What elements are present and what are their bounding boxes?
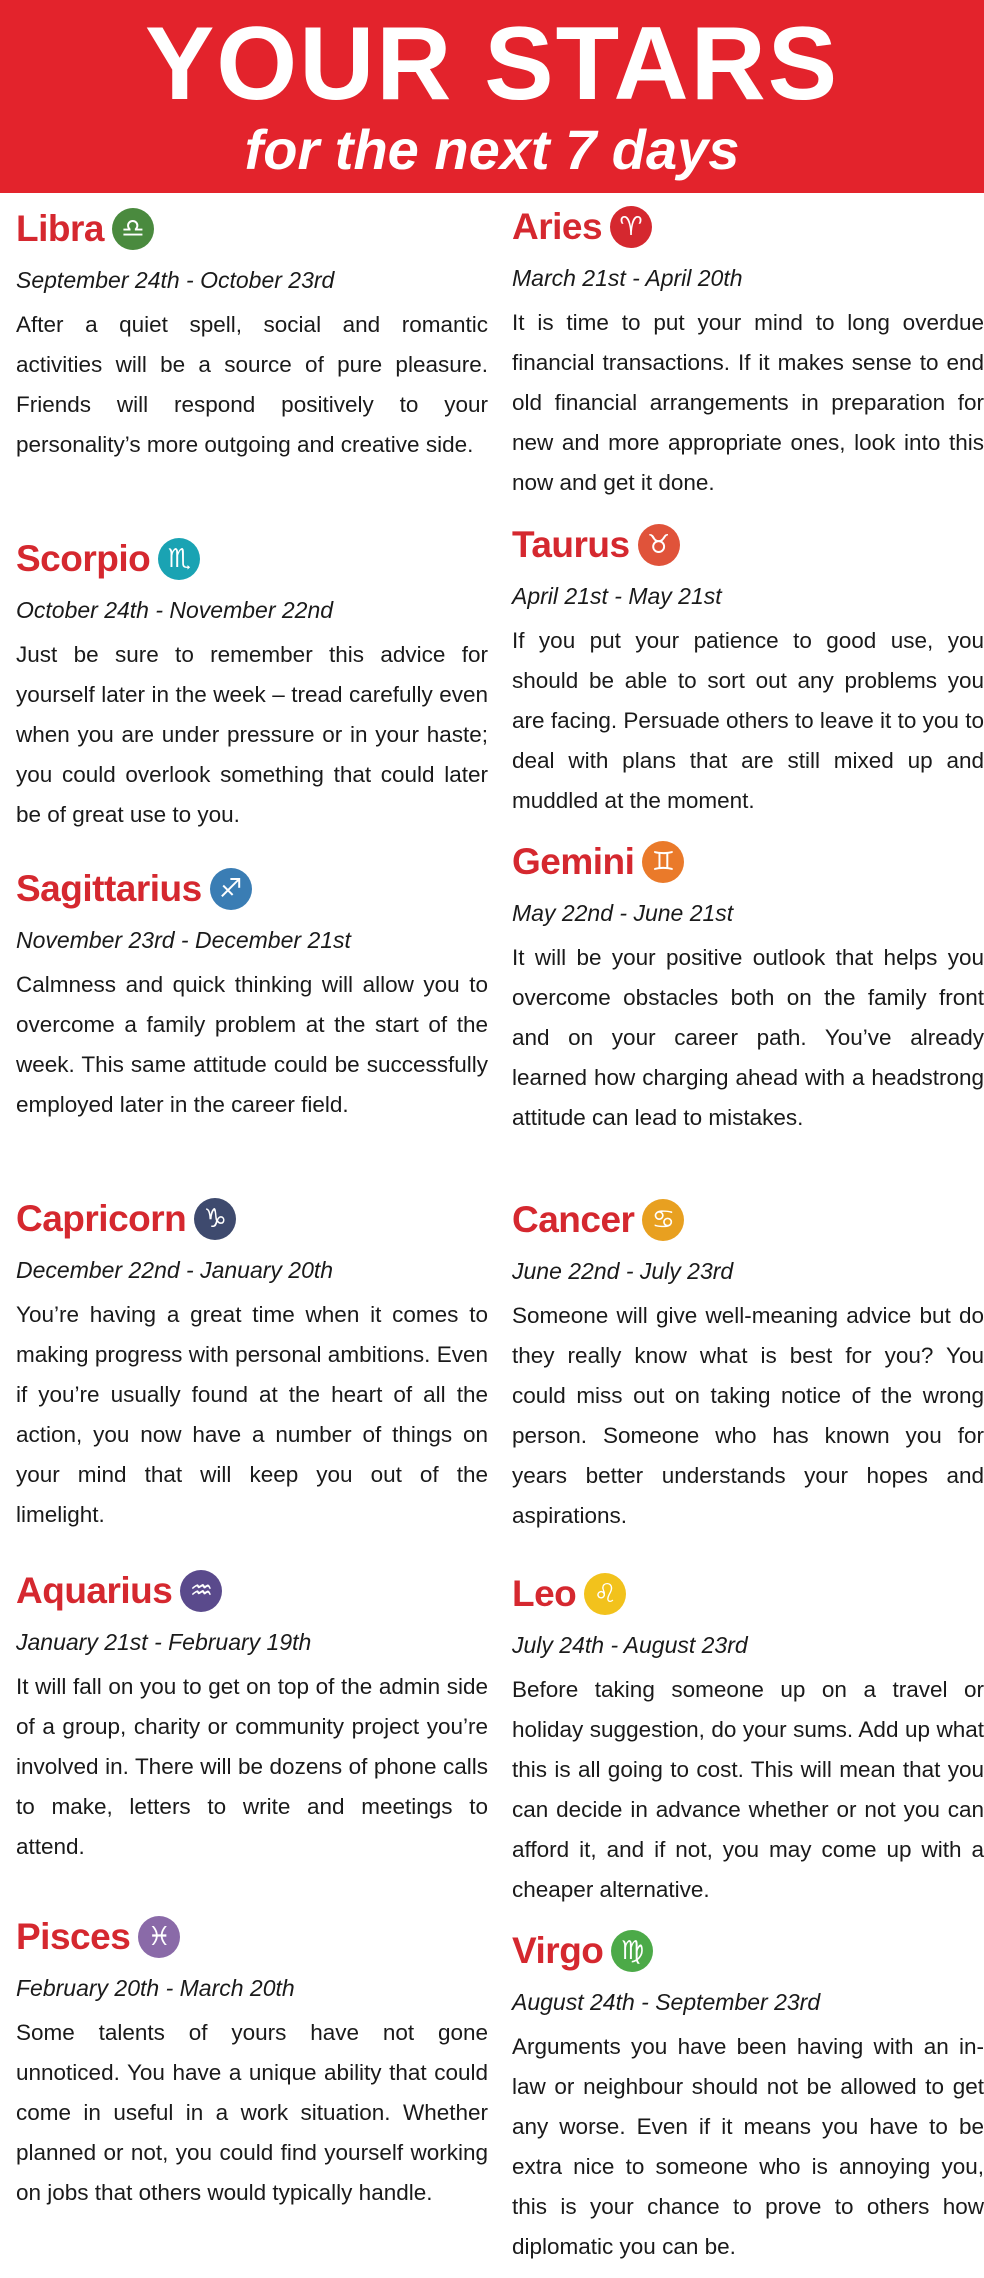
- sign-dates: August 24th - September 23rd: [512, 1989, 821, 2015]
- horoscope-scorpio: [16, 533, 488, 835]
- sign-name: Sagittarius: [16, 868, 202, 909]
- sign-name: Aquarius: [16, 1570, 173, 1611]
- horoscope-pisces: [16, 1911, 488, 2213]
- sign-name: Capricorn: [16, 1198, 187, 1239]
- sign-forecast: After a quiet spell, social and romantic activities will be a source of pure pleasure. Friends will respond positively to your personality’s more outgoing and creative side.: [16, 312, 488, 457]
- sign-dates: March 21st - April 20th: [512, 265, 743, 291]
- sign-forecast: It will fall on you to get on top of the admin side of a group, charity or community project you’re involved in. There will be dozens of phone calls to make, letters to write and meetings to attend.: [16, 1674, 488, 1859]
- horoscope-aries: [512, 201, 984, 503]
- sagittarius-icon: ♐: [210, 868, 252, 910]
- scorpio-icon: ♏: [158, 538, 200, 580]
- sign-forecast: Some talents of yours have not gone unnoticed. You have a unique ability that could come in useful in a work situation. Whether planned or not, you could find yourself working on jobs that others would typically handle.: [16, 2020, 488, 2205]
- sign-forecast: Calmness and quick thinking will allow you to overcome a family problem at the start of the week. This same attitude could be successfully employed later in the career field.: [16, 972, 488, 1117]
- sign-name: Virgo: [512, 1930, 604, 1971]
- sign-name: Scorpio: [16, 538, 151, 579]
- horoscope-leo: [512, 1568, 984, 1910]
- horoscope-aquarius: [16, 1565, 488, 1867]
- horoscope-virgo: [512, 1925, 984, 2267]
- horoscope-capricorn: [16, 1193, 488, 1535]
- sign-forecast: Arguments you have been having with an in-law or neighbour should not be allowed to get any worse. Even if it means you have to be extra nice to someone who is annoying you, this is your chance to prove to others how diplomatic you can be.: [512, 2034, 984, 2259]
- cancer-icon: ♋: [642, 1199, 684, 1241]
- taurus-icon: ♉: [638, 524, 680, 566]
- sign-dates: April 21st - May 21st: [512, 583, 722, 609]
- sign-forecast: Before taking someone up on a travel or holiday suggestion, do your sums. Add up what this is all going to cost. This will mean that you can decide in advance whether or not you can afford it, and if not, you may come up with a cheaper alternative.: [512, 1677, 984, 1902]
- gemini-icon: ♊: [642, 841, 684, 883]
- horoscope-libra: [16, 203, 488, 465]
- sign-forecast: You’re having a great time when it comes to making progress with personal ambitions. Even if you’re usually found at the heart of all the action, you now have a number of things on your mind that will keep you out of the limelight.: [16, 1302, 488, 1527]
- horoscope-taurus: [512, 519, 984, 821]
- sign-dates: January 21st - February 19th: [16, 1629, 312, 1655]
- sign-dates: June 22nd - July 23rd: [512, 1258, 734, 1284]
- page-title: YOUR STARS: [144, 6, 840, 122]
- sign-forecast: Someone will give well-meaning advice but do they really know what is best for you? You could miss out on taking notice of the wrong person. Someone who has known you for years better understands your hopes and aspirations.: [512, 1303, 984, 1528]
- sign-dates: November 23rd - December 21st: [16, 927, 351, 953]
- page-subtitle: for the next 7 days: [244, 118, 740, 181]
- sign-name: Leo: [512, 1573, 577, 1614]
- horoscope-sagittarius: [16, 863, 488, 1125]
- libra-icon: ♎: [112, 208, 154, 250]
- capricorn-icon: ♑: [194, 1198, 236, 1240]
- sign-name: Gemini: [512, 841, 635, 882]
- sign-name: Libra: [16, 208, 104, 249]
- sign-name: Cancer: [512, 1199, 635, 1240]
- sign-dates: December 22nd - January 20th: [16, 1257, 334, 1283]
- sign-forecast: It is time to put your mind to long overdue financial transactions. If it makes sense to end old financial arrangements in preparation for new and more appropriate ones, look into this now and get it done.: [512, 310, 984, 495]
- sign-dates: October 24th - November 22nd: [16, 597, 334, 623]
- sign-dates: July 24th - August 23rd: [512, 1632, 748, 1658]
- leo-icon: ♌: [584, 1573, 626, 1615]
- sign-forecast: Just be sure to remember this advice for yourself later in the week – tread carefully even when you are under pressure or in your haste; you could overlook something that could later be of great use to you.: [16, 642, 488, 827]
- sign-dates: May 22nd - June 21st: [512, 900, 734, 926]
- horoscope-cancer: [512, 1194, 984, 1536]
- sign-dates: February 20th - March 20th: [16, 1975, 295, 2001]
- aries-icon: ♈: [610, 206, 652, 248]
- horoscope-gemini: [512, 836, 984, 1138]
- aquarius-icon: ♒: [180, 1570, 222, 1612]
- header-banner: [0, 0, 984, 193]
- virgo-icon: ♍: [611, 1930, 653, 1972]
- pisces-icon: ♓: [138, 1916, 180, 1958]
- sign-dates: September 24th - October 23rd: [16, 267, 335, 293]
- sign-forecast: It will be your positive outlook that helps you overcome obstacles both on the family front and on your career path. You’ve already learned how charging ahead with a headstrong attitude can lead to mistakes.: [512, 945, 984, 1130]
- sign-forecast: If you put your patience to good use, you should be able to sort out any problems you are facing. Persuade others to leave it to you to deal with plans that are still mixed up and muddled at the moment.: [512, 628, 984, 813]
- sign-name: Pisces: [16, 1916, 131, 1957]
- sign-name: Taurus: [512, 524, 630, 565]
- sign-name: Aries: [512, 206, 603, 247]
